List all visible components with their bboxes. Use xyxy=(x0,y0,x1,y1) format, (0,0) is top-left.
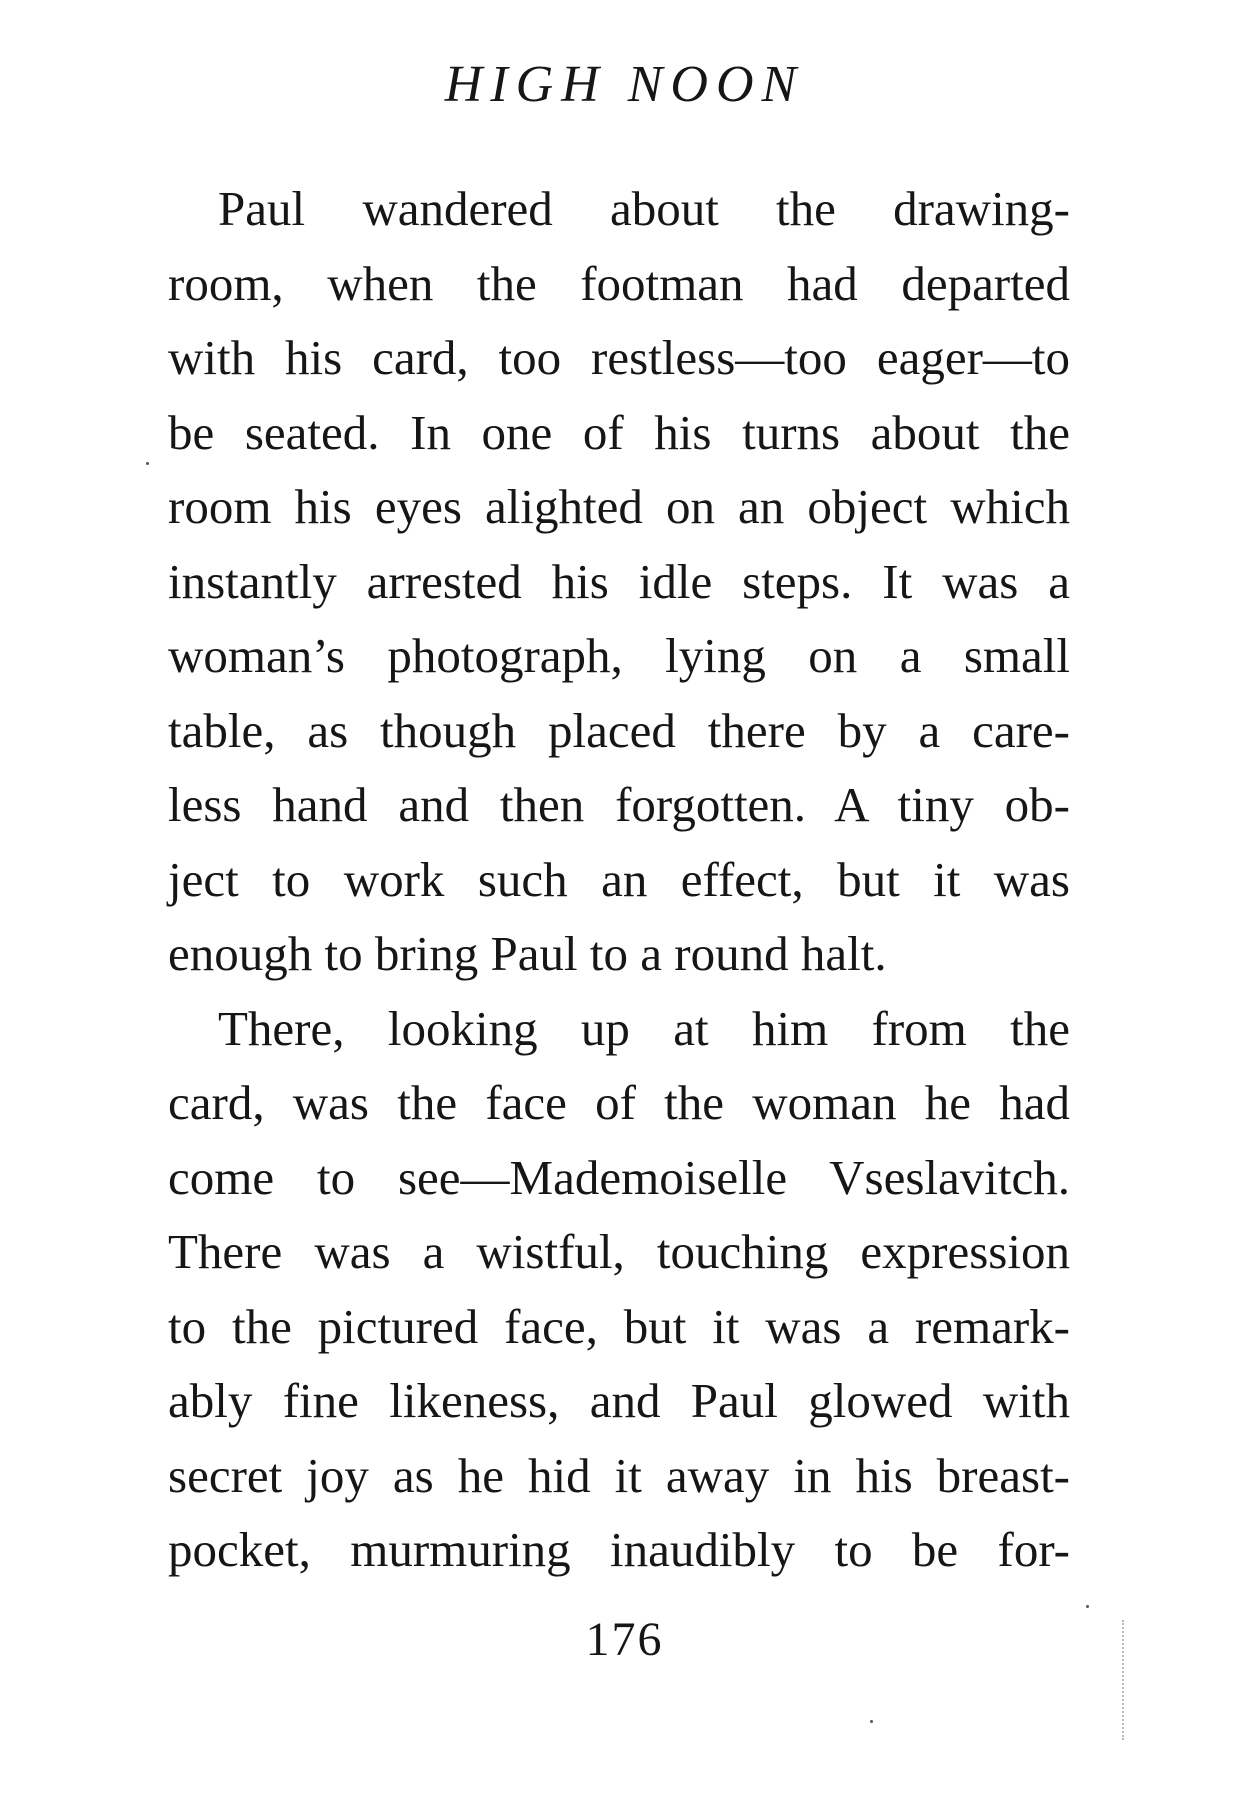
print-speck xyxy=(146,462,149,465)
text-line: be seated. In one of his turns about the xyxy=(168,404,1070,460)
text-line: come to see—Mademoiselle Vseslavitch. xyxy=(168,1149,1070,1205)
text-line: ject to work such an effect, but it was xyxy=(168,851,1070,907)
text-line: pocket, murmuring inaudibly to be for- xyxy=(168,1522,1070,1577)
print-speck xyxy=(1086,1605,1089,1608)
edge-specks xyxy=(1122,1620,1128,1740)
text-line: room, when the footman had departed xyxy=(168,255,1070,311)
text-line: ably fine likeness, and Paul glowed with xyxy=(168,1373,1070,1428)
text-line: woman’s photograph, lying on a small xyxy=(168,628,1070,683)
text-line: enough to bring Paul to a round halt. xyxy=(168,926,887,981)
paragraph-2 xyxy=(168,992,1070,1588)
text-line: card, was the face of the woman he had xyxy=(168,1075,1070,1130)
text-line: There was a wistful, touching expression xyxy=(168,1224,1070,1279)
text-line: There, looking up at him from the xyxy=(218,1000,1070,1056)
running-head: HIGH NOON xyxy=(444,56,805,113)
text-line: secret joy as he hid it away in his breast- xyxy=(168,1447,1070,1503)
print-speck xyxy=(870,1720,873,1723)
text-line: with his card, too restless—too eager—to xyxy=(168,330,1070,385)
text-line: room his eyes alighted on an object which xyxy=(168,479,1070,534)
text-line: Paul wandered about the drawing- xyxy=(218,181,1070,236)
text-line: to the pictured face, but it was a remark- xyxy=(168,1298,1070,1354)
page-number: 176 xyxy=(585,1613,664,1666)
text-line: less hand and then forgotten. A tiny ob- xyxy=(168,777,1070,832)
body-text xyxy=(168,172,1070,1588)
text-line: instantly arrested his idle steps. It was a xyxy=(168,553,1070,609)
text-line: table, as though placed there by a care- xyxy=(168,702,1070,758)
paragraph-1 xyxy=(168,172,1070,992)
